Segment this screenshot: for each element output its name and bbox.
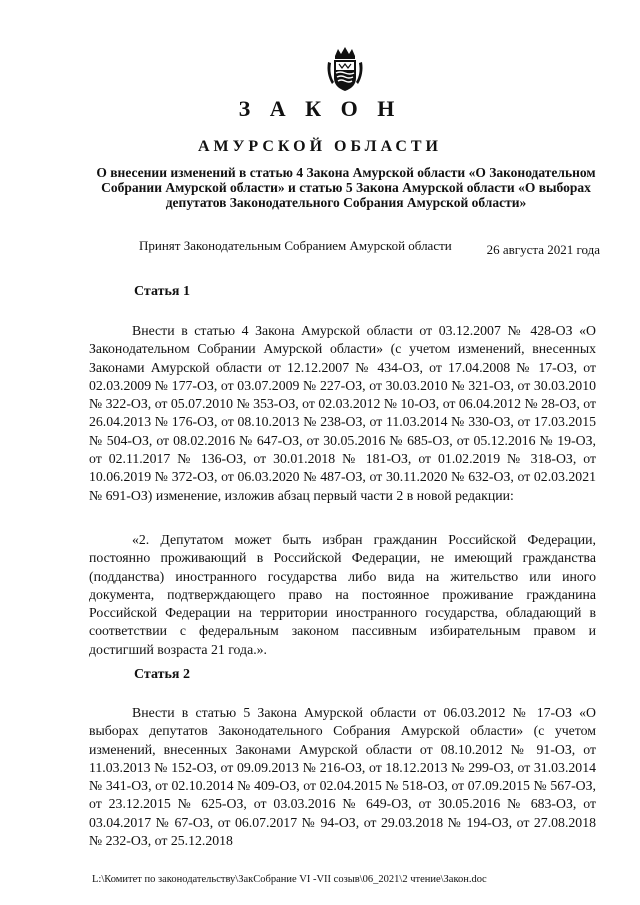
- law-subject: О внесении изменений в статью 4 Закона Амурской области «О Законодательном Собрании Амурской области» и статью 5 Закона Амурской области «О выборах депутатов Законодательного Собрания Амурской области»: [96, 165, 596, 210]
- article-1-heading: Статья 1: [134, 284, 190, 299]
- article-1-paragraph-2: «2. Депутатом может быть избран гражданин Российской Федерации, постоянно проживающий в Российской Федерации, не имеющий гражданства (подданства) иностранного государства либо вида на жительство или иного документа, подтверждающего право на постоянное проживание гражданина Российской Федерации на территории иностранного государства, обладающий в соответствии с федеральным законом пассивным избирательным правом и достигший возраста 21 года.».: [89, 532, 596, 657]
- article-2-paragraph-1: Внести в статью 5 Закона Амурской области от 06.03.2012 № 17-ОЗ «О выборах депутатов Законодательного Собрания Амурской области» (с учетом изменений, внесенных Законами Амурской области от 08.10.2012 № 91-ОЗ, от 11.03.2013 № 152-ОЗ, от 09.09.2013 № 216-ОЗ, от 18.12.2013 № 299-ОЗ, от 31.03.2014 № 341-ОЗ, от 02.10.2014 № 409-ОЗ, от 02.04.2015 № 518-ОЗ, от 07.09.2015 № 567-ОЗ, от 23.12.2015 № 625-ОЗ, от 03.03.2016 № 649-ОЗ, от 30.05.2016 № 683-ОЗ, от 03.04.2017 № 67-ОЗ, от 06.07.2017 № 94-ОЗ, от 29.03.2018 № 194-ОЗ, от 27.08.2018 № 232-ОЗ, от 25.12.2018: [89, 705, 596, 849]
- article-1-paragraph-1: Внести в статью 4 Закона Амурской области от 03.12.2007 № 428-ОЗ «О Законодательном Собрании Амурской области» (с учетом изменений, внесенных Законами Амурской области от 12.12.2007 № 434-ОЗ, от 17.04.2008 № 17-ОЗ, от 02.03.2009 № 177-ОЗ, от 03.07.2009 № 227-ОЗ, от 30.03.2010 № 321-ОЗ, от 30.03.2010 № 322-ОЗ, от 05.07.2010 № 353-ОЗ, от 02.03.2012 № 10-ОЗ, от 06.04.2012 № 28-ОЗ, от 26.04.2013 № 176-ОЗ, от 08.10.2013 № 238-ОЗ, от 11.03.2014 № 330-ОЗ, от 17.03.2015 № 504-ОЗ, от 08.02.2016 № 647-ОЗ, от 30.05.2016 № 685-ОЗ, от 05.12.2016 № 19-ОЗ, от 02.11.2017 № 136-ОЗ, от 30.01.2018 № 181-ОЗ, от 01.02.2019 № 318-ОЗ, от 10.06.2019 № 372-ОЗ, от 06.03.2020 № 487-ОЗ, от 30.11.2020 № 632-ОЗ, от 02.03.2021 № 691-ОЗ) изменение, изложив абзац первый части 2 в новой редакции:: [89, 323, 596, 503]
- article-2-heading: Статья 2: [134, 667, 190, 682]
- amur-region-coat-of-arms-icon: [326, 46, 364, 92]
- region-name: АМУРСКОЙ ОБЛАСТИ: [198, 138, 442, 155]
- law-title: З А К О Н: [238, 96, 402, 121]
- adopted-date: 26 августа 2021 года: [486, 242, 600, 257]
- file-path-footer: L:\Комитет по законодательству\ЗакСобрание VI -VII созыв\06_2021\2 чтение\Закон.doc: [92, 874, 487, 885]
- adopted-by: Принят Законодательным Собранием Амурской области: [139, 238, 452, 253]
